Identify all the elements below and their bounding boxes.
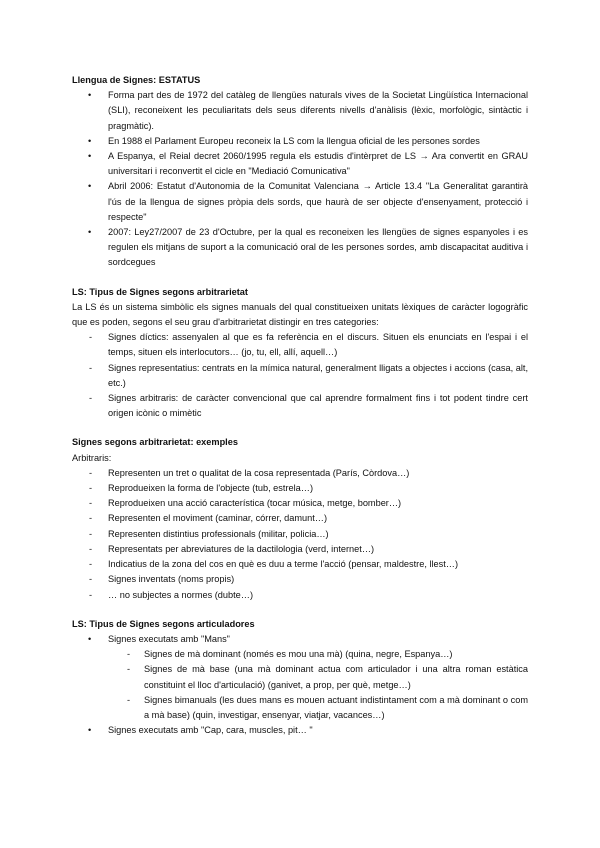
list-item: • Abril 2006: Estatut d'Autonomia de la Comunitat Valenciana → Article 13.4 "La Generalitat garantirà l'ús de la llengua de signes pròpia dels sords, que haurà de ser objecte d'ensenyament, protecció i respecte" [72, 179, 528, 225]
list-item: • Forma part des de 1972 del catàleg de llengües naturals vives de la Societat Lingüística Internacional (SLI), reconeixent les peculiaritats dels seus diferents nivells d'anàlisis (lèxic, morfològic, sintàctic i pragmàtic). [72, 88, 528, 134]
list-item: - Signes de mà dominant (només es mou una mà) (quina, negre, Espanya…) [72, 647, 528, 662]
list-item: - Indicatius de la zona del cos en què es duu a terme l'acció (pensar, maldestre, llest…) [72, 557, 528, 572]
section-intro: La LS és un sistema simbòlic els signes manuals del qual constitueixen unitats lèxiques de caràcter logogràfic que es poden, segons el seu grau d'arbitrarietat distingir en tres categories: [72, 301, 528, 328]
list-item: - … no subjectes a normes (dubte…) [72, 588, 528, 603]
list-item [72, 632, 528, 647]
document-content [72, 73, 528, 752]
list-item: - Signes inventats (noms propis) [72, 572, 528, 587]
section-articuladores [72, 617, 528, 739]
list-item: - Representen un tret o qualitat de la cosa representada (París, Còrdova…) [72, 466, 528, 481]
section-label: Arbitraris: [72, 452, 112, 463]
section-estatus [72, 73, 528, 271]
list-item: - Reprodueixen la forma de l'objecte (tub, estrela…) [72, 481, 528, 496]
list-item: - Signes bimanuals (les dues mans es mouen actuant indistintament com a mà dominant o com a mà base) (quin, investigar, ensenyar, viatjar, vacances…) [72, 693, 528, 723]
list-item: • En 1988 el Parlament Europeu reconeix la LS com la llengua oficial de les persones sordes [72, 134, 528, 149]
section-arbitrarietat [72, 285, 528, 422]
bullet-list [72, 88, 528, 270]
dash-list [72, 466, 528, 603]
list-item: - Signes díctics: assenyalen al que es fa referència en el discurs. Situen els enunciats en l'espai i el temps, situen els interlocutors… (jo, tu, ell, allí, aquell…) [72, 330, 528, 360]
group-label: Signes executats amb "Cap, cara, muscles, pit… " [108, 725, 313, 736]
list-item: • A Espanya, el Reial decret 2060/1995 regula els estudis d'intèrpret de LS → Ara convertit en GRAU universitari i reconvertit el cicle en "Mediació Comunicativa" [72, 149, 528, 179]
list-item: - Representen distintius professionals (militar, policia…) [72, 527, 528, 542]
list-item: • 2007: Ley27/2007 de 23 d'Octubre, per la qual es reconeixen les llengües de signes espanyoles i es regulen els mitjans de suport a la comunicació oral de les persones sordes, amb discapacitat auditiva i sordcegues [72, 225, 528, 271]
bullet-list [72, 632, 528, 647]
list-item: - Representats per abreviatures de la dactilologia (verd, internet…) [72, 542, 528, 557]
section-heading: LS: Tipus de Signes segons articuladores [72, 618, 255, 629]
list-item: - Representen el moviment (caminar, córrer, damunt…) [72, 511, 528, 526]
list-item: - Signes de mà base (una mà dominant actua com articulador i una altra roman estàtica constituint el lloc d'articulació) (ganivet, a prop, per què, metge…) [72, 662, 528, 692]
section-heading: LS: Tipus de Signes segons arbitrarietat [72, 286, 248, 297]
nested-dash-list [72, 647, 528, 723]
list-item: - Reprodueixen una acció característica (tocar música, metge, bomber…) [72, 496, 528, 511]
list-item: - Signes arbitraris: de caràcter convencional que cal aprendre formalment fins i tot podent tindre cert origen icònic o mimètic [72, 391, 528, 421]
list-item: - Signes representatius: centrats en la mímica natural, generalment lligats a objectes i accions (casa, alt, etc.) [72, 361, 528, 391]
list-item [72, 723, 528, 738]
section-exemples [72, 435, 528, 602]
dash-list [72, 330, 528, 421]
section-heading: Signes segons arbitrarietat: exemples [72, 437, 238, 448]
bullet-list [72, 723, 528, 738]
group-label: Signes executats amb "Mans" [108, 633, 230, 644]
section-heading: Llengua de Signes: ESTATUS [72, 75, 201, 85]
